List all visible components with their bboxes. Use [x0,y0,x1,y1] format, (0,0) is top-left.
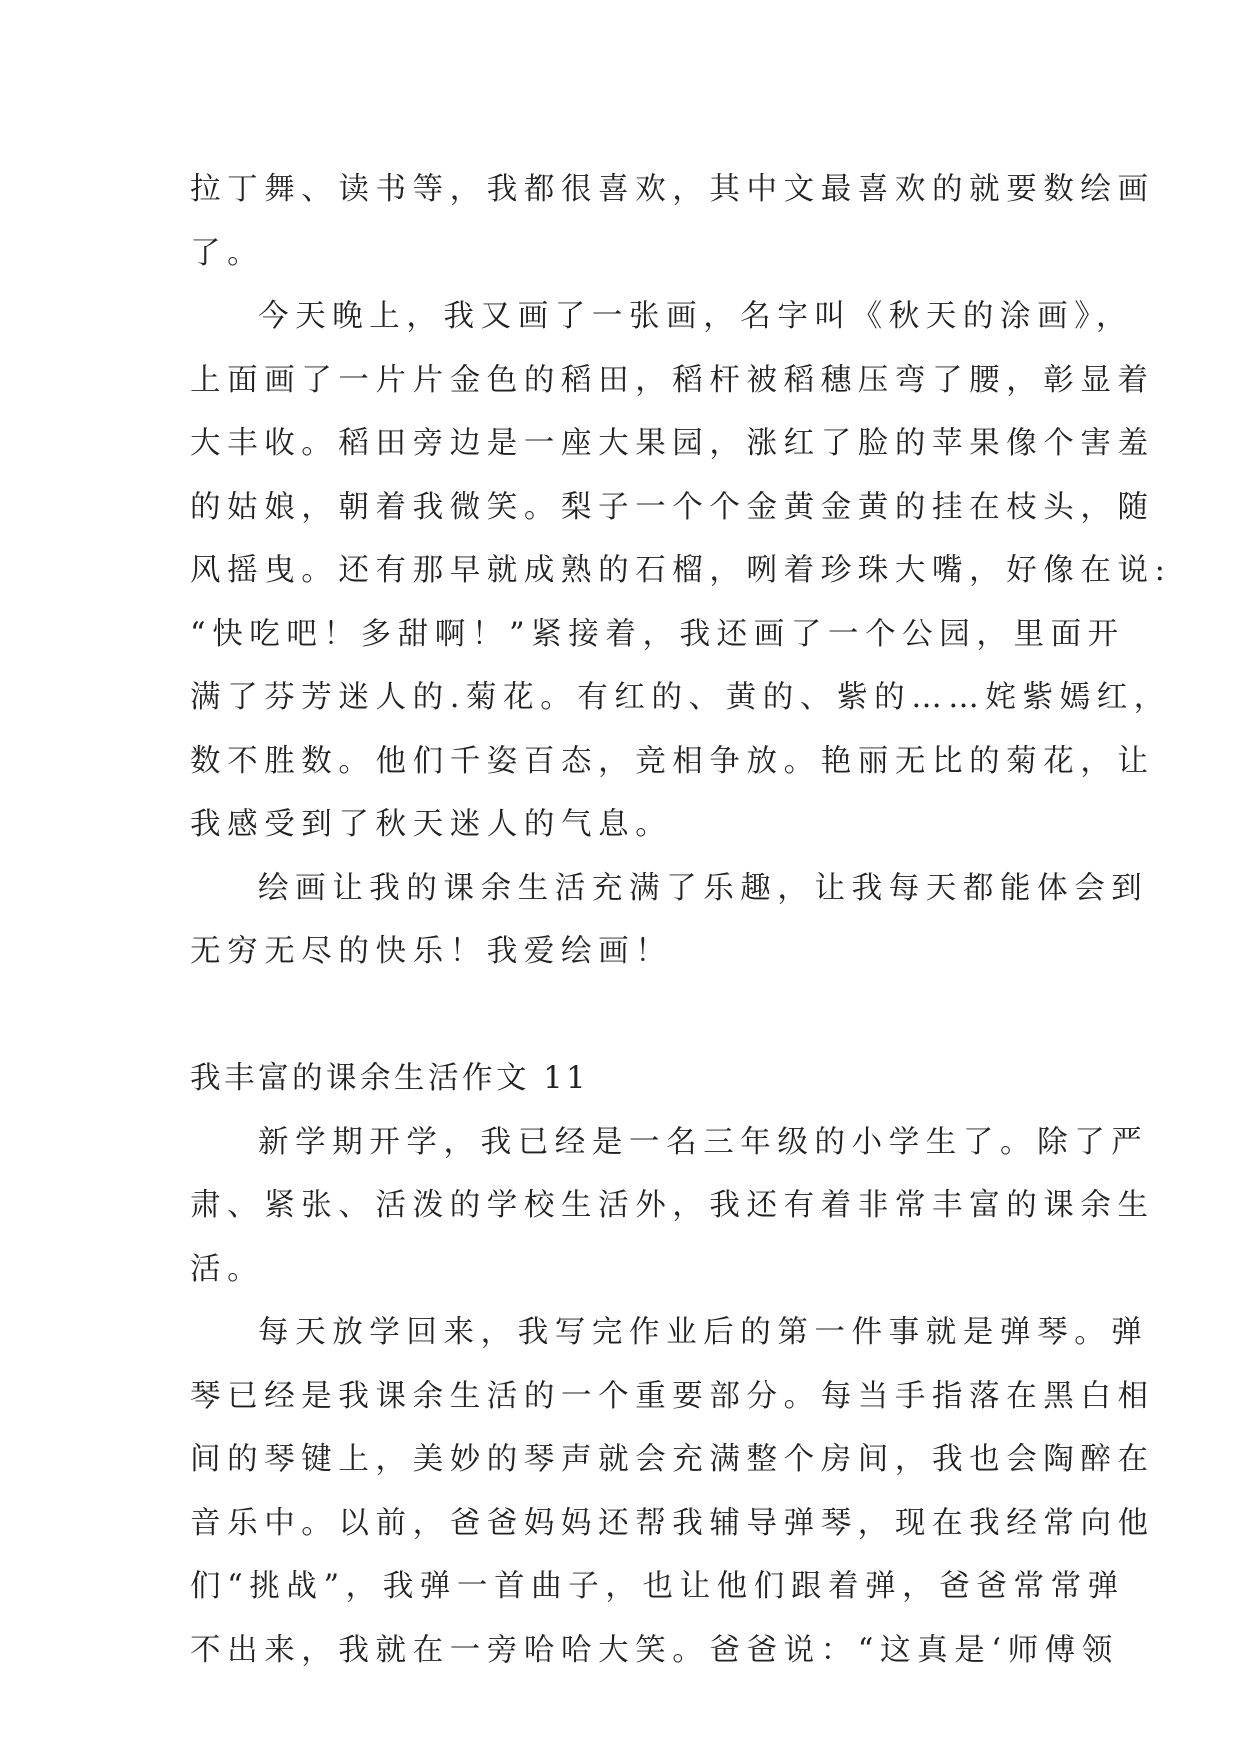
text-line: 上面画了一片片金色的稻田，稻杆被稻穗压弯了腰，彰显着 [190,362,1155,398]
text-line: 琴已经是我课余生活的一个重要部分。每当手指落在黑白相 [190,1378,1155,1414]
text-line: 我感受到了秋天迷人的气息。 [190,807,673,842]
text-line: 活。 [190,1251,265,1287]
text-line: 风摇曳。还有那早就成熟的石榴，咧着珍珠大嘴，好像在说: [190,553,1172,588]
paragraph-first-line: 新学期开学，我已经是一名三年级的小学生了。除了严 [258,1124,1149,1160]
paragraph-first-line: 绘画让我的课余生活充满了乐趣，让我每天都能体会到 [258,870,1149,906]
text-line: 满了芬芳迷人的.菊花。有红的、黄的、紫的……姹紫嫣红， [190,680,1171,715]
text-line: “快吃吧！多甜啊！”紧接着，我还画了一个公园，里面开 [190,616,1125,652]
text-line: 了。 [190,235,265,271]
text-line: 间的琴键上，美妙的琴声就会充满整个房间，我也会陶醉在 [190,1442,1155,1477]
text-line: 不出来，我就在一旁哈哈大笑。爸爸说：“这真是‘师傅领 [190,1632,1119,1668]
paragraph-first-line: 每天放学回来，我写完作业后的第一件事就是弹琴。弹 [258,1315,1149,1350]
paragraph-spacer [190,984,1050,1048]
text-line: 们“挑战”，我弹一首曲子，也让他们跟着弹，爸爸常常弹 [190,1569,1125,1604]
text-line: 肃、紧张、活泼的学校生活外，我还有着非常丰富的课余生 [190,1188,1155,1223]
text-line: 大丰收。稻田旁边是一座大果园，涨红了脸的苹果像个害羞 [190,426,1155,461]
paragraph-first-line: 今天晚上，我又画了一张画，名字叫《秋天的涂画》， [258,299,1134,334]
text-line: 音乐中。以前，爸爸妈妈还帮我辅导弹琴，现在我经常向他 [190,1505,1155,1541]
text-line: 拉丁舞、读书等，我都很喜欢，其中文最喜欢的就要数绘画 [190,172,1155,207]
text-line: 的姑娘，朝着我微笑。梨子一个个金黄金黄的挂在枝头，随 [190,489,1155,525]
section-title: 我丰富的课余生活作文 11 [190,1061,590,1096]
text-line: 无穷无尽的快乐！我爱绘画！ [190,934,673,969]
text-line: 数不胜数。他们千姿百态，竞相争放。艳丽无比的菊花，让 [190,743,1155,779]
document-body [190,158,1172,1682]
